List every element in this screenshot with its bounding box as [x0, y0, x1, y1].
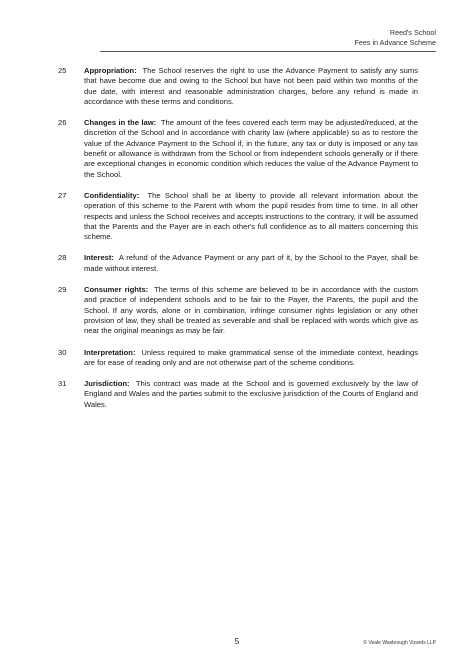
clause-content: The School reserves the right to use the Advance Payment to satisfy any sums that have become due and owing to the School but have not been paid within two months of the due date, with interest and reasonable administration charges, before any refund is made in accordance with these terms and conditions.	[84, 66, 418, 106]
header-divider	[100, 51, 436, 52]
clause-content: The amount of the fees covered each term may be adjusted/reduced, at the discretion of the School and in accordance with charity law (where applicable) so as to restore the value of the Advance Payment to the School if, in the future, any tax or duty is imposed or any tax benefit or allowance is withdrawn from the School or from independent schools generally or if there are exceptional changes in economic condition which reduces the value of the Advance Payment to the School.	[84, 118, 418, 179]
clause-body	[84, 379, 418, 410]
clause-content: The terms of this scheme are believed to be in accordance with the custom and practice of independent schools and to be fair to the Payer, the Parents, the pupil and the School. If any words, alone or in combination, infringe consumer rights legislation or any other provision of law, they shall be treated as severable and shall be replaced with words which give as near the original meanings as may be fair.	[84, 285, 418, 336]
clause-heading: Changes in the law:	[84, 118, 157, 128]
clause-26	[58, 118, 418, 180]
clause-body	[84, 348, 418, 369]
clause-heading: Interest:	[84, 253, 114, 263]
clause-content: A refund of the Advance Payment or any part of it, by the School to the Payer, shall be made without interest.	[84, 253, 418, 273]
header-scheme-name: Fees in Advance Scheme	[354, 38, 436, 47]
clause-27	[58, 191, 418, 242]
copyright-notice: © Veale Wasbrough Vizards LLP	[363, 640, 436, 646]
clause-number: 31	[58, 379, 67, 389]
clause-content: Unless required to make grammatical sense of the immediate context, headings are for ease of reading only and are not otherwise part of the scheme conditions.	[84, 347, 418, 367]
clause-number: 28	[58, 253, 67, 263]
clause-body	[84, 66, 418, 107]
clause-heading: Consumer rights:	[84, 285, 149, 295]
clause-body	[84, 253, 418, 274]
clause-body	[84, 285, 418, 336]
clause-29	[58, 285, 418, 336]
clause-body	[84, 191, 418, 242]
clause-list	[58, 66, 418, 421]
page-number: 5	[234, 637, 240, 646]
clause-30	[58, 348, 418, 369]
clause-number: 29	[58, 285, 67, 295]
clause-number: 25	[58, 66, 67, 75]
clause-heading: Confidentiality:	[84, 190, 140, 200]
clause-heading: Jurisdiction:	[84, 379, 130, 389]
clause-body	[84, 118, 418, 180]
clause-number: 27	[58, 190, 67, 200]
clause-25	[58, 66, 418, 107]
header-school-name: Reed's School	[389, 28, 436, 37]
clause-content: This contract was made at the School and is governed exclusively by the law of England and Wales and the parties submit to the exclusive jurisdiction of the Courts of England and Wales.	[84, 379, 418, 409]
clause-number: 26	[58, 118, 67, 128]
clause-number: 30	[58, 347, 67, 357]
clause-content: The School shall be at liberty to provide all relevant information about the operation of this scheme to the Parent with whom the pupil resides from time to time. In all other respects and unless the School receives and accepts instructions to the contrary, it will be assumed that the Parents and the Payer are in each other's full confidence as to all matters concerning this scheme.	[84, 190, 418, 242]
clause-heading: Appropriation:	[84, 66, 137, 75]
clause-heading: Interpretation:	[84, 347, 136, 357]
page-header	[354, 28, 436, 48]
clause-31	[58, 379, 418, 410]
clause-28	[58, 253, 418, 274]
